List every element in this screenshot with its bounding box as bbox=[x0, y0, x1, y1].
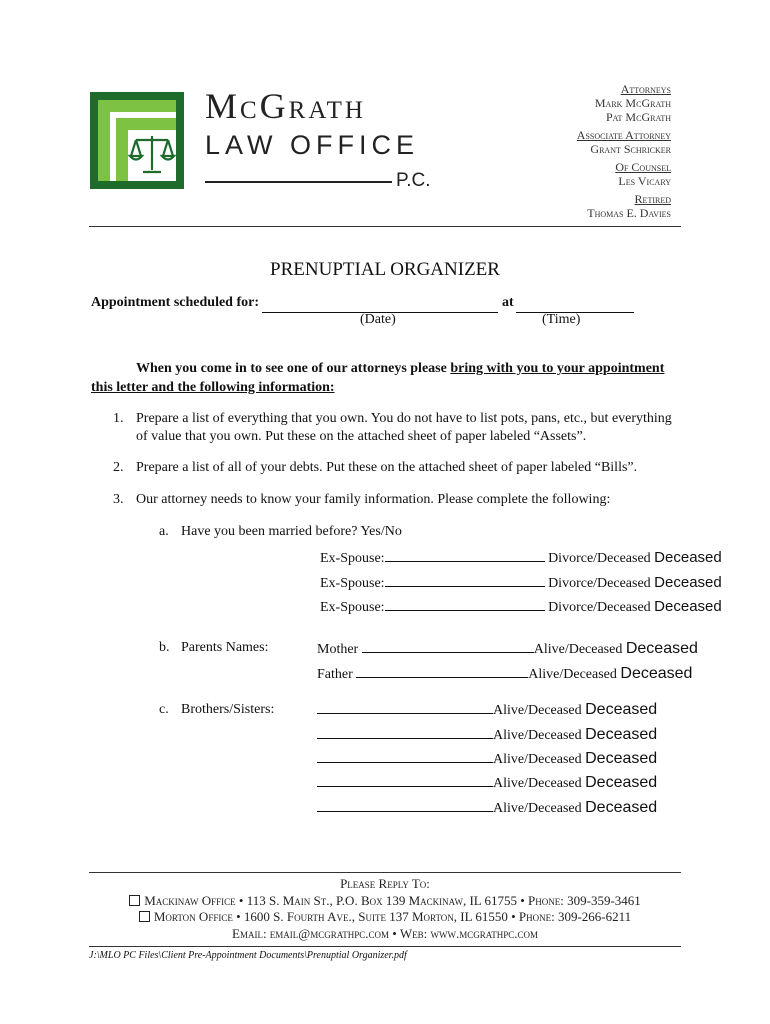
ex-spouse-status: Divorce/Deceased bbox=[548, 551, 651, 566]
intro-text: When you come in to see one of our attorneys please bbox=[136, 361, 451, 376]
logo-stripe bbox=[98, 100, 110, 181]
date-caption: (Date) bbox=[360, 312, 396, 327]
married-letter: a. bbox=[159, 524, 169, 539]
sibling-field[interactable] bbox=[317, 726, 493, 739]
ex-spouse-field[interactable] bbox=[385, 574, 545, 587]
reply-block bbox=[0, 876, 770, 942]
father-label: Father bbox=[317, 667, 353, 682]
mother-label: Mother bbox=[317, 642, 359, 657]
list-item bbox=[113, 410, 683, 446]
list-item bbox=[113, 491, 683, 509]
sibling-status: Alive/Deceased bbox=[493, 801, 582, 816]
sibling-field[interactable] bbox=[317, 701, 493, 714]
sibling-field[interactable] bbox=[317, 799, 493, 812]
page-title: PRENUPTIAL ORGANIZER bbox=[270, 259, 500, 280]
ex-spouse-field[interactable] bbox=[385, 549, 545, 562]
intro-paragraph bbox=[91, 359, 683, 397]
sibling-fill: Deceased bbox=[585, 799, 658, 816]
ex-spouse-fill: Deceased bbox=[654, 598, 722, 615]
ex-spouse-status: Divorce/Deceased bbox=[548, 600, 651, 615]
at-label: at bbox=[502, 295, 514, 310]
footer-divider-top bbox=[89, 872, 681, 873]
attorney-name: Mark McGrath bbox=[594, 96, 671, 110]
attorney-heading: Retired bbox=[634, 192, 671, 206]
ex-spouse-row bbox=[320, 574, 722, 592]
item-text: Our attorney needs to know your family information. Please complete the following: bbox=[136, 492, 611, 507]
sibling-field[interactable] bbox=[317, 774, 493, 787]
ex-spouse-label: Ex-Spouse: bbox=[320, 551, 385, 566]
attorney-name: Thomas E. Davies bbox=[587, 206, 671, 220]
attorney-list bbox=[577, 82, 671, 224]
father-status: Alive/Deceased bbox=[528, 667, 617, 682]
ex-spouse-label: Ex-Spouse: bbox=[320, 600, 385, 615]
reply-morton bbox=[0, 909, 770, 926]
ex-spouse-field[interactable] bbox=[385, 598, 545, 611]
sibling-row bbox=[317, 726, 657, 744]
mother-row bbox=[317, 640, 698, 658]
ex-spouse-row bbox=[320, 598, 722, 616]
item-number: 2. bbox=[113, 460, 124, 475]
sibling-fill: Deceased bbox=[585, 701, 658, 718]
sibling-field[interactable] bbox=[317, 750, 493, 763]
ex-spouse-status: Divorce/Deceased bbox=[548, 576, 651, 591]
reply-heading: Please Reply To: bbox=[340, 876, 430, 891]
parents-letter: b. bbox=[159, 640, 170, 655]
sibling-status: Alive/Deceased bbox=[493, 703, 582, 718]
morton-address: Morton Office • 1600 S. Fourth Ave., Suite 137 Morton, IL 61550 • Phone: 309-266-6211 bbox=[153, 909, 632, 924]
item-number: 3. bbox=[113, 492, 124, 507]
sibling-fill: Deceased bbox=[585, 774, 658, 791]
reply-mackinaw bbox=[0, 893, 770, 910]
list-item bbox=[113, 459, 683, 477]
morton-checkbox[interactable] bbox=[139, 911, 150, 922]
father-fill: Deceased bbox=[620, 665, 693, 682]
attorney-name: Les Vicary bbox=[618, 174, 671, 188]
ex-spouse-row bbox=[320, 549, 722, 567]
attorney-group bbox=[577, 160, 671, 188]
logo-stripe bbox=[98, 100, 176, 112]
parents-label: Parents Names: bbox=[181, 640, 269, 655]
attorney-heading: Attorneys bbox=[620, 82, 671, 96]
mother-status: Alive/Deceased bbox=[533, 642, 623, 657]
mackinaw-checkbox[interactable] bbox=[129, 895, 140, 906]
item-text-continued: of value that you own. Put these on the attached sheet of paper labeled “Assets”. bbox=[136, 429, 587, 444]
sibling-status: Alive/Deceased bbox=[493, 776, 582, 791]
ex-spouse-fill: Deceased bbox=[654, 574, 722, 591]
attorney-group bbox=[577, 82, 671, 124]
sibling-row bbox=[317, 774, 657, 792]
scales-of-justice-icon bbox=[128, 130, 176, 181]
footer-divider-bottom bbox=[89, 946, 681, 947]
firm-subtitle: LAW OFFICE bbox=[205, 130, 420, 160]
sibling-status: Alive/Deceased bbox=[493, 728, 582, 743]
time-caption: (Time) bbox=[542, 312, 581, 327]
siblings-letter: c. bbox=[159, 702, 169, 717]
attorney-group bbox=[577, 192, 671, 220]
attorney-heading: Associate Attorney bbox=[576, 128, 671, 142]
logo-stripe bbox=[116, 118, 176, 130]
intro-underlined: bring with you to your appointment this letter and the following information: bbox=[91, 361, 665, 395]
attorney-name: Grant Schricker bbox=[590, 142, 671, 156]
mother-field[interactable] bbox=[362, 640, 534, 653]
item-text: Prepare a list of all of your debts. Put these on the attached sheet of paper labeled “Bills”. bbox=[136, 460, 638, 475]
father-row bbox=[317, 665, 692, 683]
mackinaw-address: Mackinaw Office • 113 S. Main St., P.O. Box 139 Mackinaw, IL 61755 • Phone: 309-359-3461 bbox=[144, 892, 641, 908]
item-number: 1. bbox=[113, 411, 124, 426]
firm-underline bbox=[205, 181, 392, 183]
siblings-label: Brothers/Sisters: bbox=[181, 702, 275, 717]
attorney-group bbox=[577, 128, 671, 156]
attorney-heading: Of Counsel bbox=[615, 160, 671, 174]
father-field[interactable] bbox=[356, 665, 528, 678]
appointment-label: Appointment scheduled for: bbox=[91, 295, 260, 310]
ex-spouse-label: Ex-Spouse: bbox=[320, 576, 385, 591]
attorney-name: Pat McGrath bbox=[605, 110, 671, 124]
reply-contact: Email: email@mcgrathpc.com • Web: www.mcgrathpc.com bbox=[232, 925, 538, 941]
header-divider bbox=[89, 226, 681, 227]
firm-name: McGrath bbox=[205, 86, 366, 126]
file-path: J:\MLO PC Files\Client Pre-Appointment Documents\Prenuptial Organizer.pdf bbox=[89, 950, 407, 961]
sibling-row bbox=[317, 750, 657, 768]
sibling-status: Alive/Deceased bbox=[493, 752, 582, 767]
sibling-fill: Deceased bbox=[585, 726, 658, 743]
sibling-row bbox=[317, 799, 657, 817]
married-question: Have you been married before? Yes/No bbox=[181, 524, 402, 539]
firm-suffix: P.C. bbox=[396, 170, 431, 191]
mother-fill: Deceased bbox=[625, 640, 698, 657]
sibling-fill: Deceased bbox=[585, 750, 658, 767]
sibling-row bbox=[317, 701, 657, 719]
item-text: Prepare a list of everything that you own. You do not have to list pots, pans, etc., but everything bbox=[136, 411, 672, 426]
ex-spouse-fill: Deceased bbox=[654, 549, 722, 566]
